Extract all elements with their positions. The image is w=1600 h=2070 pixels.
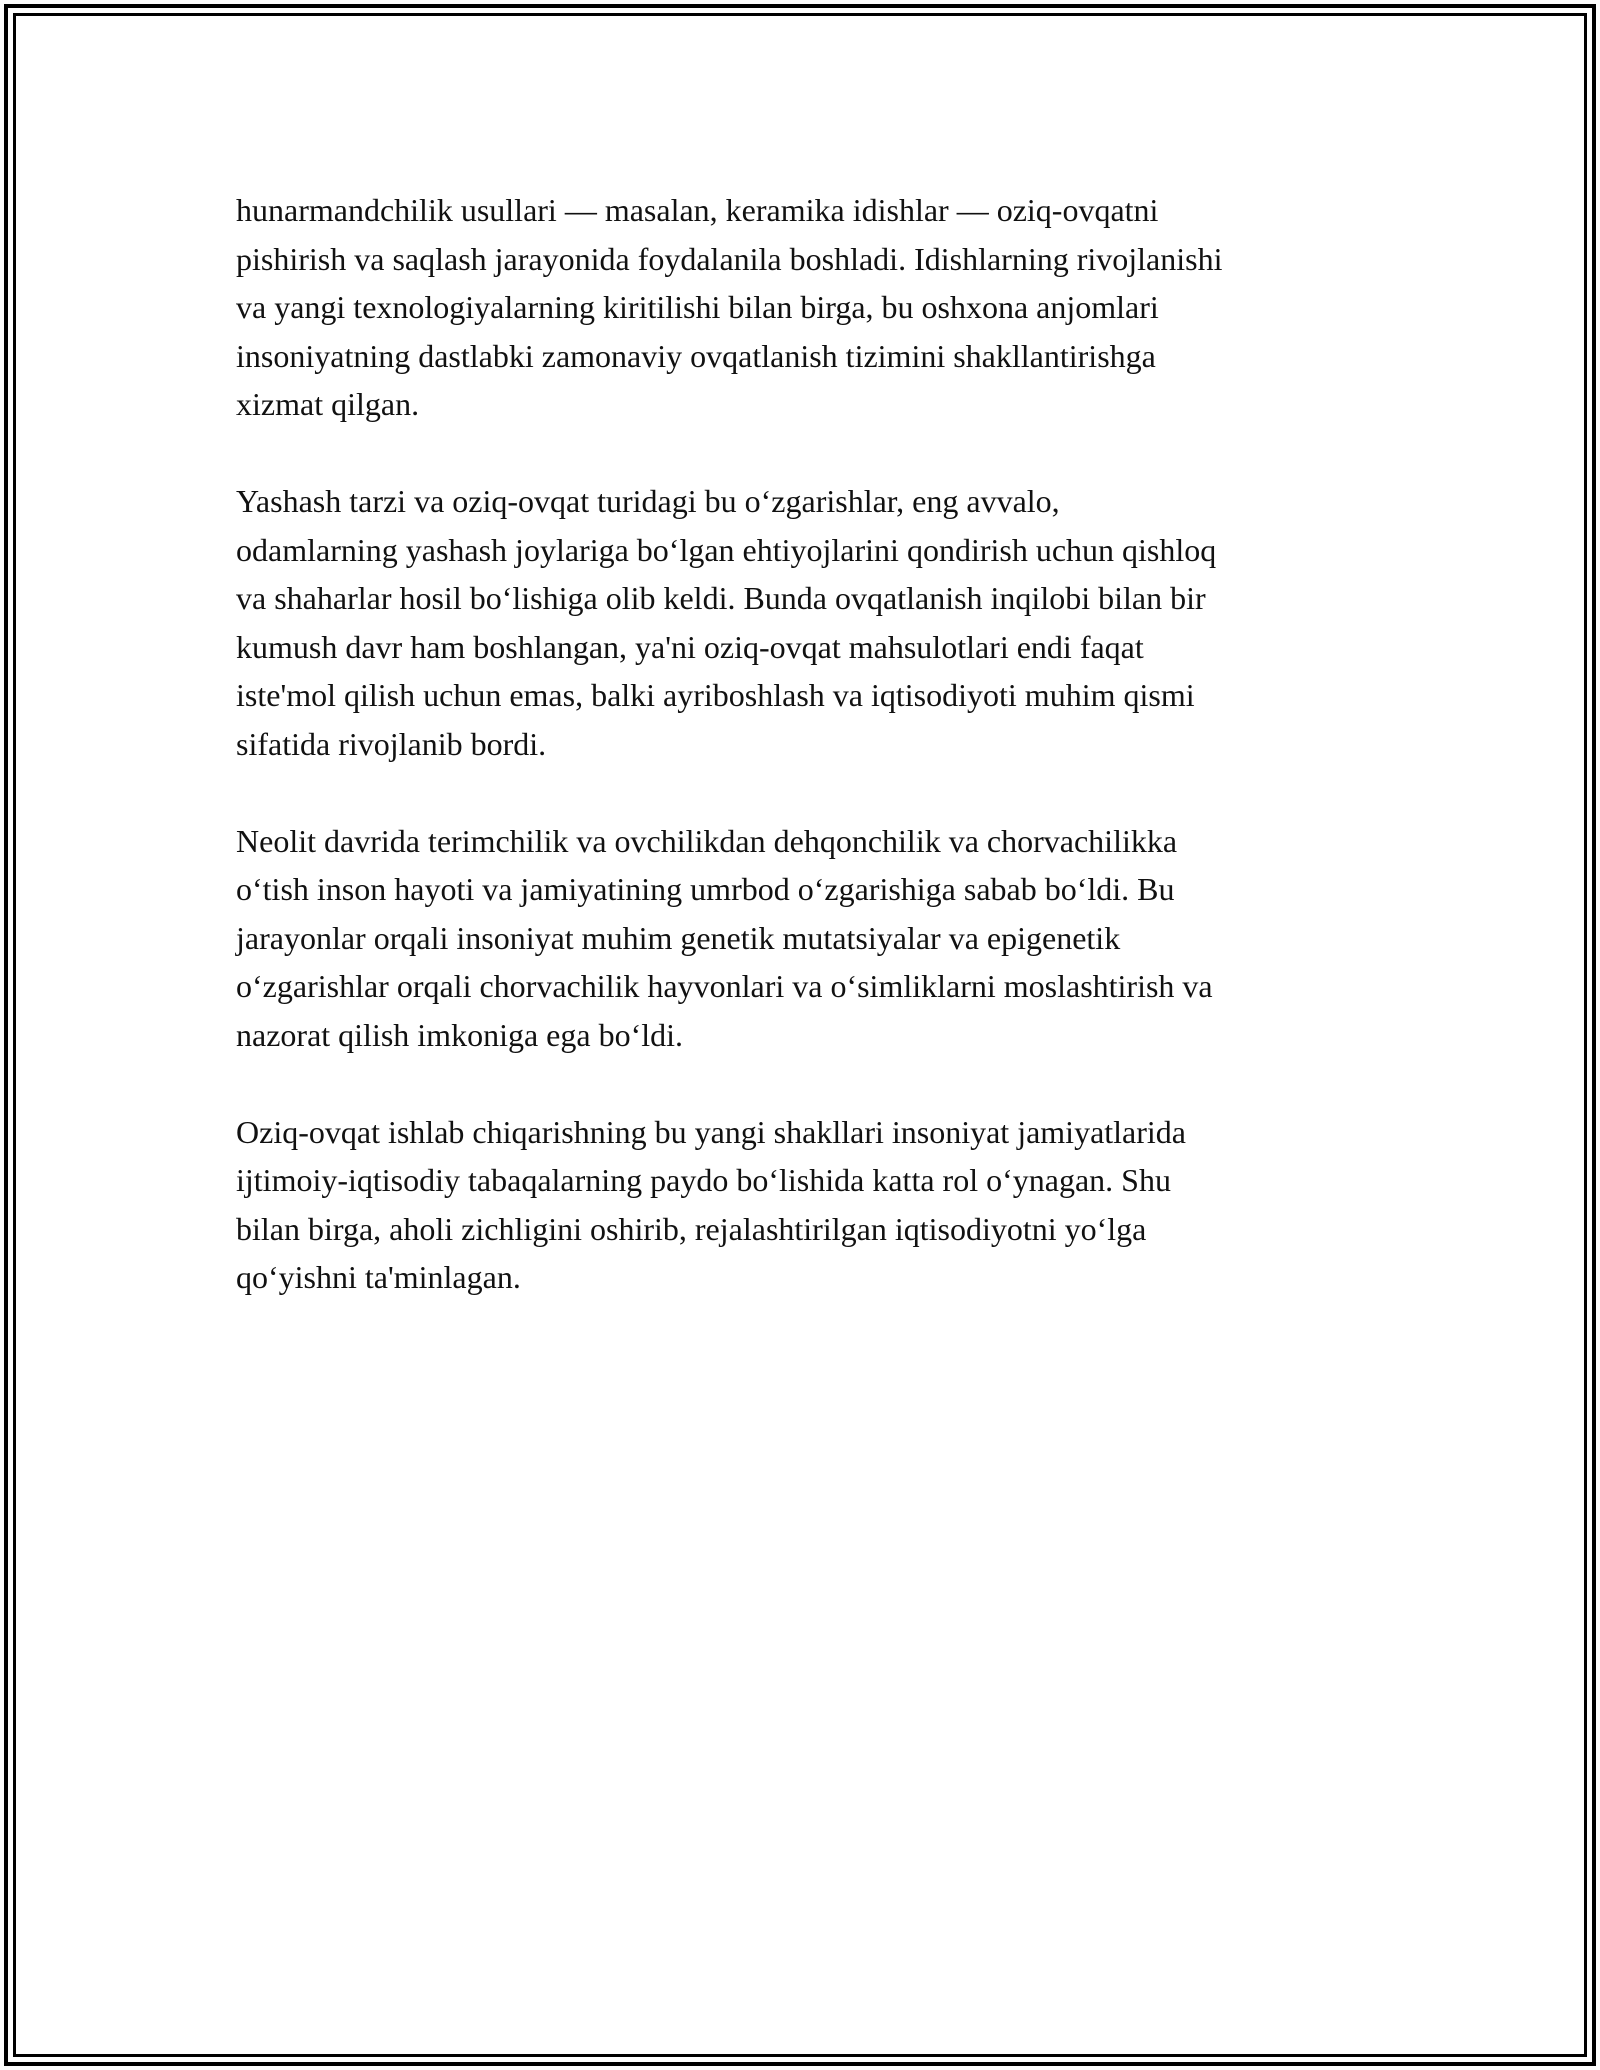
paragraph-1: hunarmandchilik usullari — masalan, keramika idishlar — oziq-ovqatni pishirish va saqlash jarayonida foydalanila boshladi. Idishlarning rivojlanishi va yangi texnologiyalarning kiritilishi bilan birga, bu oshxona anjomlari insoniyatning dastlabki zamonaviy ovqatlanish tizimini shakllantirishga xizmat qilgan. — [236, 192, 1223, 422]
document-body — [236, 186, 1376, 1350]
paragraph-4: Oziq-ovqat ishlab chiqarishning bu yangi shakllari insoniyat jamiyatlarida ijtimoiy-iqtisodiy tabaqalarning paydo bo‘lishida katta rol o‘ynagan. Shu bilan birga, aholi zichligini oshirib, rejalashtirilgan iqtisodiyotni yo‘lga qo‘yishni ta'minlagan. — [236, 1113, 1186, 1295]
paragraph-2: Yashash tarzi va oziq-ovqat turidagi bu o‘zgarishlar, eng avvalo, odamlarning yashash joylariga bo‘lgan ehtiyojlarini qondirish uchun qishloq va shaharlar hosil bo‘lishiga olib keldi. Bunda ovqatlanish inqilobi bilan bir kumush davr ham boshlangan, ya'ni oziq-ovqat mahsulotlari endi faqat iste'mol qilish uchun emas, balki ayriboshlash va iqtisodiyoti muhim qismi sifatida rivojlanib bordi. — [236, 483, 1217, 762]
paragraph-3: Neolit davrida terimchilik va ovchilikdan dehqonchilik va chorvachilikka o‘tish inson hayoti va jamiyatining umrbod o‘zgarishiga sabab bo‘ldi. Bu jarayonlar orqali insoniyat muhim genetik mutatsiyalar va epigenetik o‘zgarishlar orqali chorvachilik hayvonlari va o‘simliklarni moslashtirish va nazorat qilish imkoniga ega bo‘ldi. — [236, 822, 1213, 1053]
